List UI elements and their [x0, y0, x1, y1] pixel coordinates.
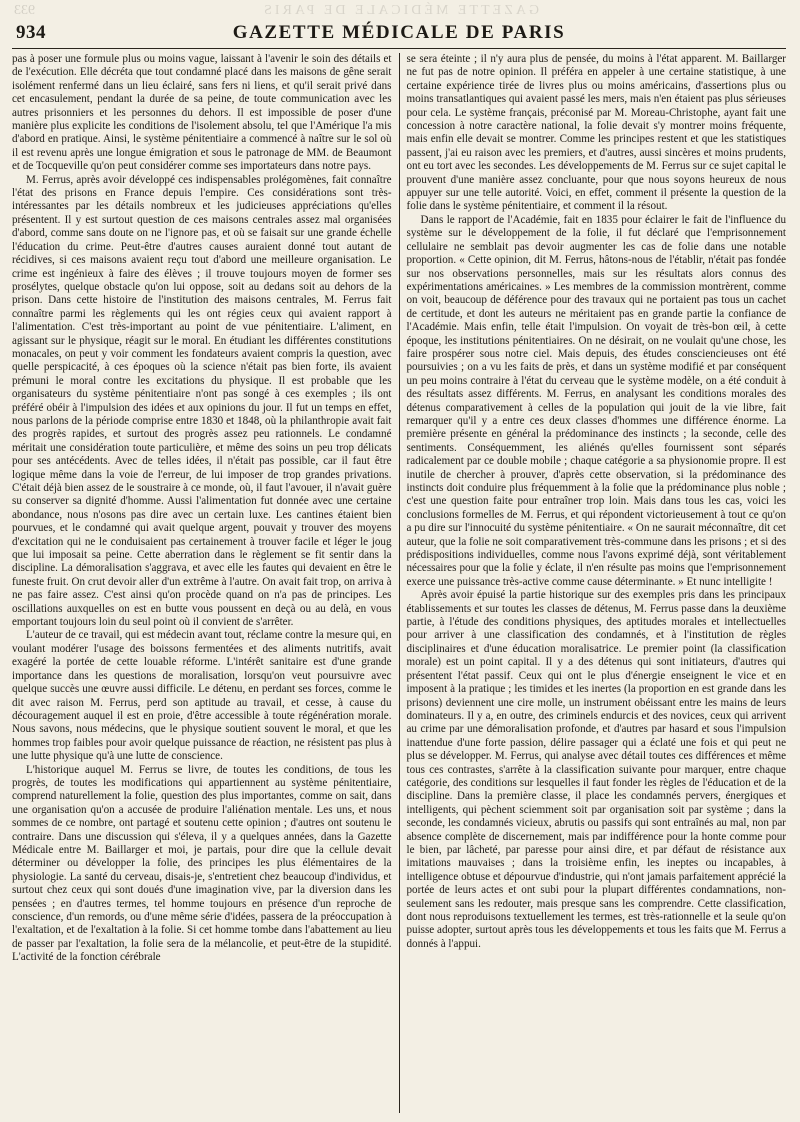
paragraph: se sera éteinte ; il n'y aura plus de pensée, du moins à l'état apparent. M. Baillarger ne fut pas de notre opinion. Il préféra en appeler à une certaine statistique, à une certaine expérience tirée de livres plus ou moins américains, d'assertions plus ou moins transatlantiques qui avaient passé les mers, mais n'en étaient pas plus sérieuses pour cela. Le système français, préconisé par M. Moreau-Christophe, ayant fait une concession à notre caractère national, la folie devait s'y montrer moins fréquente, mais enfin elle devait se montrer. Comme les principes restent et que les statistiques passent, j'ai eu raison avec les premiers, et d'autres, aussi sincères et moins prudents, ont eu tort avec les secondes. Les développements de M. Ferrus sur ce sujet capital le prouvent d'une manière assez concluante, pour que nous soyons heureux de nous appuyer sur une telle autorité. Voici, en effet, comment il présente la question de la folie dans le système pénitentiaire, et comment il la résout.	[406, 53, 787, 213]
right-column	[400, 53, 787, 1113]
bleed-through-page-number: 933	[14, 3, 35, 18]
running-title: GAZETTE MÉDICALE DE PARIS	[232, 22, 566, 43]
paragraph: Après avoir épuisé la partie historique sur des exemples pris dans les principaux établissements et sur toutes les classes de détenus, M. Ferrus passe dans la deuxième partie, à l'étude des conditions physiques, des aptitudes morales et intellectuelles pour arriver à une classification des condamnés, et à l'institution de règles disciplinaires et d'une éducation moralisatrice. Le premier point (la classification morale) est un point capital. Il y a des détenus qui sont initiateurs, d'autres qui présentent l'état passif. Ceux qui ont le plus d'énergie enseignent le vice et en imposent à la pratique ; les timides et les inertes (la proportion en est grande dans les prisons) deviennent une cire molle, un instrument obéissant entre les mains de leurs dominateurs. Il y a, en outre, des criminels endurcis et des novices, ceux qui arrivent au crime par une démoralisation profonde, et d'autres par hasard et sous l'impulsion inattendue d'une forte passion, délire passager qui a éclaté une fois et qui peut ne plus se développer. M. Ferrus, qui analyse avec détail toutes ces différences et même tous ces contrastes, s'arrête à la classification suivante pour marquer, entre chaque catégorie, des conditions sur lesquelles il faut fonder les règles de l'éducation et de la discipline. Dans la première classe, il place les condamnés pervers, énergiques et intelligents, qui pèchent sciemment soit par organisation soit par système ; dans la seconde, les condamnés vicieux, abrutis ou passifs qui sont entraînés au mal, non par absence complète de discernement, mais par indifférence pour la honte comme pour le bien, par lâcheté, par paresse pour ainsi dire, et par défaut de résistance aux imitations mauvaises ; dans la troisième enfin, les ineptes ou incapables, à intelligence obtuse et dépourvue d'industrie, qui n'ont jamais parfaitement apprécié la portée de leurs actes et ont subi pour la plupart différentes condamnations, non-seulement sans les redouter, mais presque sans les comprendre. Cette classification, dont nous reproduisons textuellement les termes, est très-rationnelle et la seule qu'on puisse adopter, surtout après tous les développements et tous les faits que M. Ferrus a donnés à l'appui.	[406, 589, 787, 950]
left-column	[12, 53, 399, 1113]
paragraph: M. Ferrus, après avoir développé ces indispensables prolégomènes, fait connaître l'état des prisons en France depuis l'empire. Ces considérations sont très-intéressantes par les détails nombreux et les judicieuses appréciations qu'elles présentent. Il y est surtout question de ces maisons centrales assez mal organisées d'abord, comme sans doute on ne l'ignore pas, et où se faisait sur une grande échelle l'éducation du crime. Peut-être d'autres causes auraient donné tout autant de récidives, si ces maisons avaient reçu tout d'abord une meilleure organisation. Le crime est ingénieux à faire des élèves ; il trouve toujours moyen de former ses prosélytes, quelque obstacle qu'on lui oppose, soit au dedans soit au dehors de la prison. Dans cette histoire de l'institution des maisons centrales, M. Ferrus fait connaître parmi les règlements qui les ont régies ceux qui avaient rapport à l'alimentation. C'est très-important au point de vue pénitentiaire. L'aliment, en agissant sur le physique, réagit sur le moral. En étudiant les différentes constitutions monacales, on peut y voir comment les fondateurs avaient compris la question, avec quelle perspicacité, à ces époques où la science n'était pas bien forte, ils avaient prémuni le moral contre les excitations du physique. Il est probable que les organisateurs du système pénitentiaire n'ont pas songé à ces exemples ; ils ont préféré obéir à l'impulsion des idées et aux opinions du jour. Il fut un temps en effet, nous parlons de la période comprise entre 1830 et 1848, où la philanthropie avait fait des progrès rapides, et surtout des progrès assez peu rationnels. Le condamné méritait une considération toute particulière, et même des soins un peu trop délicats pour ses antécédents. Avec de telles idées, il n'était pas possible, car il faut être logique même dans la voie de l'erreur, de lui imposer de trop grandes privations. C'était déjà bien assez de le soustraire à ce monde, où, il faut l'avouer, il n'avait guère su conserver sa dignité d'homme. Aussi l'alimentation fut donnée avec une certaine abondance, nous n'osons pas dire avec un certain luxe. Les cantines étaient bien pourvues, et le condamné qui avait quelque argent, pouvait y trouver des moyens d'excitation qui ne le conduisaient pas certainement à trouver facile et léger le joug que lui imposait sa peine. Cette aberration dans le règlement se fit sentir dans la discipline. La démoralisation s'aggrava, et avec elle les fautes qui devaient en être le funeste fruit. On crut devoir aller d'un extrême à l'autre. On avait fait trop, on arriva à ne pas faire assez. C'est ainsi qu'on procède quand on n'a pas de principes. Les oscillations auxquelles on est en butte vous poussent en deçà ou au delà, en vous emportant toujours loin du seul point où il convient de s'arrêter.	[12, 173, 392, 629]
paragraph: L'auteur de ce travail, qui est médecin avant tout, réclame contre la mesure qui, en voulant modérer l'usage des boissons fermentées et des aliments nutritifs, avait exagéré la portée de cette louable réforme. L'intérêt sanitaire est d'une grande importance dans les questions de moralisation, lorsqu'on veut poursuivre avec quelque succès une œuvre aussi difficile. Le détenu, en perdant ses forces, comme le dit avec raison M. Ferrus, perd son aptitude au travail, et cesse, à cause du découragement auquel il est en proie, d'être accessible à toute régénération morale. Nous savons, nous médecins, que le physique soutient souvent le moral, et que les hommes trop faibles pour avoir quelque puissance de réaction, ne résistent pas plus à une lutte physique qu'à une lutte de conscience.	[12, 629, 392, 763]
paragraph: Dans le rapport de l'Académie, fait en 1835 pour éclairer le fait de l'influence du système sur le développement de la folie, il fut déclaré que l'emprisonnement cellulaire ne semblait pas devoir augmenter les cas de folie dans une notable proportion. « Cette opinion, dit M. Ferrus, hâtons-nous de l'établir, n'était pas fondée sur nos observations personnelles, mais sur les résultats alors connus des expérimentations américaines. » Les membres de la commission montrèrent, comme on voit, beaucoup de déférence pour des travaux qui ne portaient pas tous un cachet de certitude, et dont les auteurs ne méritaient pas en grande partie la confiance de l'Académie. Mais enfin, telle était l'impulsion. On voyait de très-bon œil, à cette époque, les institutions pénitentiaires. On ne désirait, on ne voulait qu'une chose, les faire prospérer sous notre ciel. Mais depuis, des études consciencieuses ont été poursuivies ; on a vu les faits de près, et dans un système modifié et par conséquent un peu moins contraire à l'état du cerveau que le système modèle, on a été conduit à des résultats assez différents. M. Ferrus, en analysant les conditions morales des détenus comparativement à celles de la population qui jouit de la vie libre, fait remarquer qu'il y a entre ces deux classes d'hommes une différence énorme. La première présente en général la prédominance des instincts ; la seconde, celle des sentiments. Conséquemment, les aliénés qu'elles fournissent sont séparés radicalement par ce double mobile ; chaque catégorie a sa physionomie propre. Il est inutile de chercher à prouver, d'après cette observation, si la prédominance des instincts doit conduire plus fréquemment à la folie que la prédominance plus noble ; c'est une question faite pour entraîner trop loin. Mais dans tous les cas, voici les conclusions formelles de M. Ferrus, et qui répondent victorieusement à tout ce qu'on a pu dire sur l'innocuité du système pénitentiaire. « On ne saurait méconnaître, dit cet auteur, que la folie ne soit comparativement très-commune dans les prisons ; et si des prédispositions individuelles, comme nous l'avons exprimé déjà, sont véritablement nécessaires pour que la folie y éclate, il n'en résulte pas moins que l'emprisonnement exerce une puissance très-active comme cause déterminante. » Et nunc intelligite !	[406, 213, 787, 588]
text-columns	[12, 53, 786, 1113]
paragraph: pas à poser une formule plus ou moins vague, laissant à l'avenir le soin des détails et de l'exécution. Elle décréta que tout condamné placé dans les maisons de gêne serait isolément renfermé dans un lieu éclairé, sans fers ni liens, et qu'il serait privé dans cet encasulement, pendant la durée de sa peine, de toute communication avec les autres prisonniers et les personnes du dehors. Il est impossible de poser d'une manière plus explicite les conditions de l'isolement absolu, tel que l'Amérique l'a mis d'abord en pratique. Ainsi, le système pénitentiaire a commencé à naître sur le sol où il est revenu après une longue émigration et sous le patronage de MM. de Beaumont et de Tocqueville qu'on peut considérer comme ses importateurs dans notre pays.	[12, 53, 392, 173]
page-header	[12, 16, 786, 49]
paragraph: L'historique auquel M. Ferrus se livre, de toutes les conditions, de tous les progrès, de toutes les modifications qui appartiennent au système pénitentiaire, comprend naturellement la folie, question des plus importantes, comme on sait, dans une organisation qu'on a accusée de produire l'aliénation mentale. Les uns, et nous sommes de ce nombre, ont partagé et soutenu cette opinion ; d'autres ont soutenu le contraire. Dans une discussion qui s'éleva, il y a quelques années, dans la Gazette Médicale entre M. Baillarger et moi, je partais, pour dire que la cellule devait déterminer ou développer la folie, des principes les plus élémentaires de la physiologie. La santé du cerveau, disais-je, s'entretient chez beaucoup d'individus, et surtout chez ceux qui sont doués d'une imagination vive, par la diversion dans les pensées ; en d'autres termes, tel homme toujours en présence d'un reproche de conscience, d'un remords, ou d'une même série d'idées, passera de la préoccupation à l'exaltation, et de l'exaltation à la folie. Si cet homme tombe dans l'abattement au lieu de passer par l'exaltation, la folie sera de la mélancolie, et peut-être de la stupidité. L'activité de la fonction cérébrale	[12, 763, 392, 964]
page-number: 934	[16, 22, 46, 43]
bleed-through-title: GAZETTE MÉDICALE DE PARIS	[261, 3, 539, 18]
